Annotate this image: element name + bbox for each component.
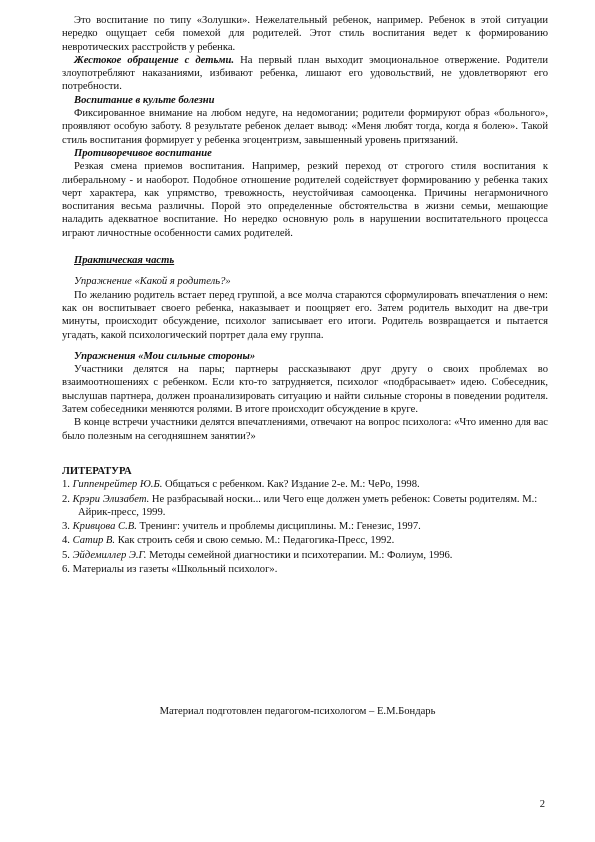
illness-cult-heading: Воспитание в культе болезни: [74, 94, 215, 106]
exercise-1-title: [62, 275, 548, 288]
literature-item: 6. Материалы из газеты «Школьный психолог».: [62, 563, 278, 575]
cruel-treatment-lead: Жестокое обращение с детьми.: [74, 54, 235, 66]
contradictory-text: Резкая смена приемов воспитания. Например, резкий переход от строгого стиля воспитания к либеральному - и наоборот. Подобное отношение родителей содействует формированию у ребенка таких черт характера, как упрямство, тревожность, неустойчивая самооценка. Причины негармоничного воспитания весьма различны. Порой это определенные обстоятельства в жизни семьи, мешающие наладить адекватное воспитание. Но нередко основную роль в нарушении воспитательного процесса играют личностные особенности самих родителей.: [62, 161, 548, 239]
intro-paragraph-2: [62, 54, 548, 94]
literature-item: 1. Гиппенрейтер Ю.Б. Общаться с ребенком. Как? Издание 2-е. М.: ЧеРо, 1998.: [62, 479, 420, 491]
exercise-2-text: Участники делятся на пары; партнеры рассказывают друг другу о своих проблемах во взаимоотношениях с ребенком. Если кто-то затрудняется, психолог «подбрасывает» идею. Собеседник, выслушав партнера, должен проанализировать ситуацию и найти сильные стороны в поведении родителя. Затем собеседники меняются ролями. В итоге происходит обсуждение в круге.: [62, 364, 548, 416]
practical-part-heading: Практическая часть: [74, 255, 175, 267]
literature-list: [62, 478, 548, 576]
closing-text: В конце встречи участники делятся впечатлениями, отвечают на вопрос психолога: «Что именно для вас было полезным на сегодняшнем занятии?»: [62, 417, 548, 442]
illness-cult-text: Фиксированное внимание на любом недуге, на недомогании; родители формируют образ «больного», проявляют особую заботу. 8 результате ребенок делает вывод: «Меня любят тогда, когда я болею». Такой стиль воспитания формирует у ребенка эгоцентризм, завышенный уровень притязаний.: [62, 108, 548, 146]
literature-item: 5. Эйдемиллер Э.Г. Методы семейной диагностики и психотерапии. М.: Фолиум, 1996.: [62, 549, 453, 561]
literature-item: 3. Кривцова С.В. Тренинг: учитель и проблемы дисциплины. М.: Генезис, 1997.: [62, 521, 421, 533]
intro-paragraph-1: Это воспитание по типу «Золушки». Нежелательный ребенок, например. Ребенок в этой ситуации нередко ощущает себя помехой для родителей. Этот стиль воспитания ведет к формированию невротических расстройств у ребенка.: [62, 15, 548, 53]
page-number: 2: [539, 799, 545, 810]
literature-item: 4. Сатир В. Как строить себя и свою семью. М.: Педагогика-Пресс, 1992.: [62, 535, 395, 547]
literature-item: 2. Крэри Элизабет. Не разбрасывай носки... или Чего еще должен уметь ребенок: Советы родителям. М.: Айрик-пресс, 1999.: [62, 493, 538, 518]
author-credit: Материал подготовлен педагогом-психологом – Е.М.Бондарь: [159, 706, 436, 717]
literature-heading: ЛИТЕРАТУРА: [62, 465, 132, 477]
exercise-1-title-text: Упражнение «Какой я родитель?»: [74, 276, 231, 288]
document-page: [62, 14, 548, 577]
contradictory-heading: Противоречивое воспитание: [74, 147, 212, 159]
exercise-1-text: По желанию родитель встает перед группой, а все молча стараются сформулировать впечатления о нем: как он воспитывает своего ребенка, наказывает и поощряет его. Затем родитель выходит на две-три минуты, происходит обсуждение, психолог записывает его итоги. Родитель возвращается и пытается угадать, какой психологический портрет дала ему группа.: [62, 289, 548, 341]
cruel-treatment-text: На первый план выходит эмоциональное отвержение. Родители злоупотребляют наказаниями, избивают ребенка, лишают его удовольствий, не удовлетворяют его потребности.: [62, 54, 549, 93]
exercise-2-title: Упражнения «Мои сильные стороны»: [74, 350, 256, 362]
